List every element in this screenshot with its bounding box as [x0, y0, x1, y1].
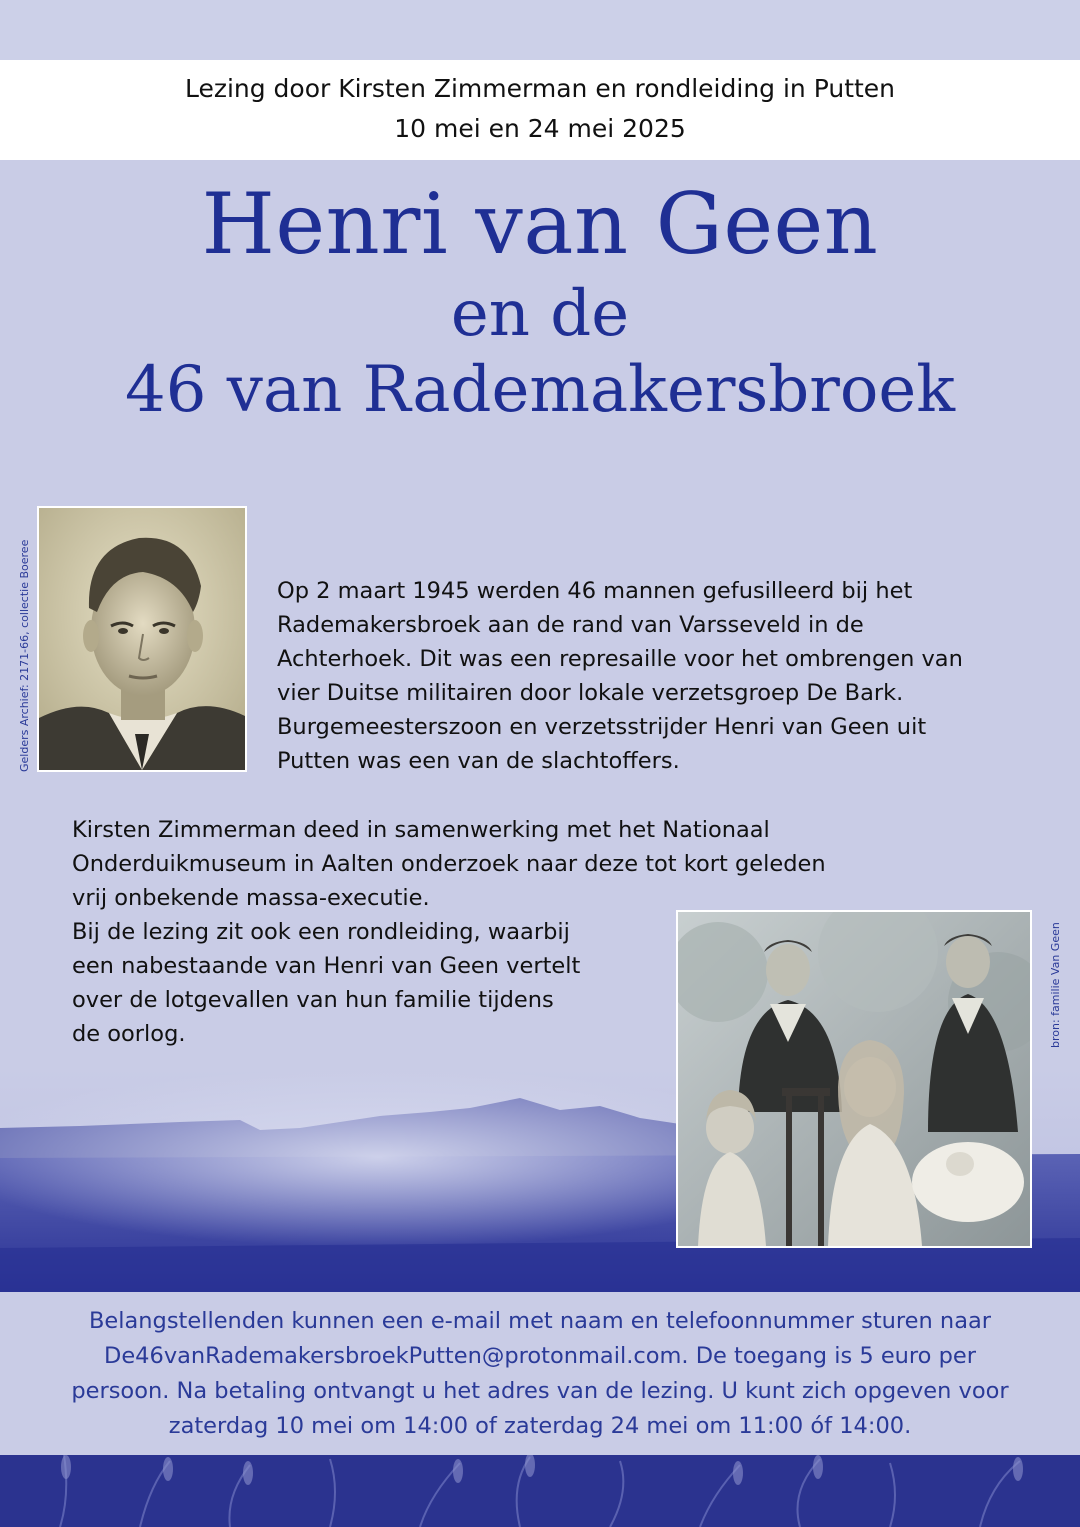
portrait-credit: Gelders Archief: 2171-66, collectie Boeree — [18, 539, 31, 772]
family-photo-image — [678, 912, 1030, 1246]
poster-title — [0, 172, 1080, 428]
header-banner — [0, 60, 1080, 160]
wheat-image — [0, 1455, 1080, 1527]
intro-line: Putten was een van de slachtoffers. — [277, 748, 680, 774]
info-line: De46vanRademakersbroekPutten@protonmail.com. De toegang is 5 euro per — [104, 1343, 976, 1369]
research-line: Kirsten Zimmerman deed in samenwerking met het Nationaal — [72, 817, 770, 843]
header-subtitle: Lezing door Kirsten Zimmerman en rondleiding in Putten — [184, 74, 896, 103]
intro-line: vier Duitse militairen door lokale verzetsgroep De Bark. — [277, 680, 904, 706]
portrait-image — [39, 508, 245, 770]
intro-line: Achterhoek. Dit was een represaille voor het ombrengen van — [277, 646, 963, 672]
tour-line: Bij de lezing zit ook een rondleiding, waarbij — [72, 919, 570, 945]
info-line: Belangstellenden kunnen een e-mail met naam en telefoonnummer sturen naar — [88, 1308, 992, 1334]
tour-paragraph — [72, 915, 632, 1051]
family-photo — [676, 910, 1032, 1248]
tour-line: de oorlog. — [72, 1021, 186, 1047]
bottom-wheat-band — [0, 1455, 1080, 1527]
intro-line: Rademakersbroek aan de rand van Varsseveld in de — [277, 612, 864, 638]
header-dates: 10 mei en 24 mei 2025 — [394, 114, 686, 143]
registration-info — [30, 1304, 1050, 1444]
info-line: zaterdag 10 mei om 14:00 of zaterdag 24 mei om 11:00 óf 14:00. — [168, 1413, 912, 1439]
info-line: persoon. Na betaling ontvangt u het adres van de lezing. U kunt zich opgeven voor — [71, 1378, 1009, 1404]
tour-line: een nabestaande van Henri van Geen vertelt — [72, 953, 581, 979]
intro-line: Burgemeesterszoon en verzetsstrijder Henri van Geen uit — [277, 714, 927, 740]
title-line-1: Henri van Geen — [201, 175, 879, 273]
title-line-2: en de — [450, 277, 630, 351]
family-photo-credit: bron: familie Van Geen — [1049, 922, 1062, 1048]
portrait-photo — [37, 506, 247, 772]
title-line-3: 46 van Rademakersbroek — [125, 353, 955, 427]
research-paragraph — [72, 813, 892, 915]
top-band — [0, 0, 1080, 60]
tour-line: over de lotgevallen van hun familie tijdens — [72, 987, 554, 1013]
research-line: vrij onbekende massa-executie. — [72, 885, 430, 911]
research-line: Onderduikmuseum in Aalten onderzoek naar deze tot kort geleden — [72, 851, 826, 877]
intro-line: Op 2 maart 1945 werden 46 mannen gefusilleerd bij het — [277, 578, 913, 604]
intro-paragraph — [277, 574, 1037, 778]
